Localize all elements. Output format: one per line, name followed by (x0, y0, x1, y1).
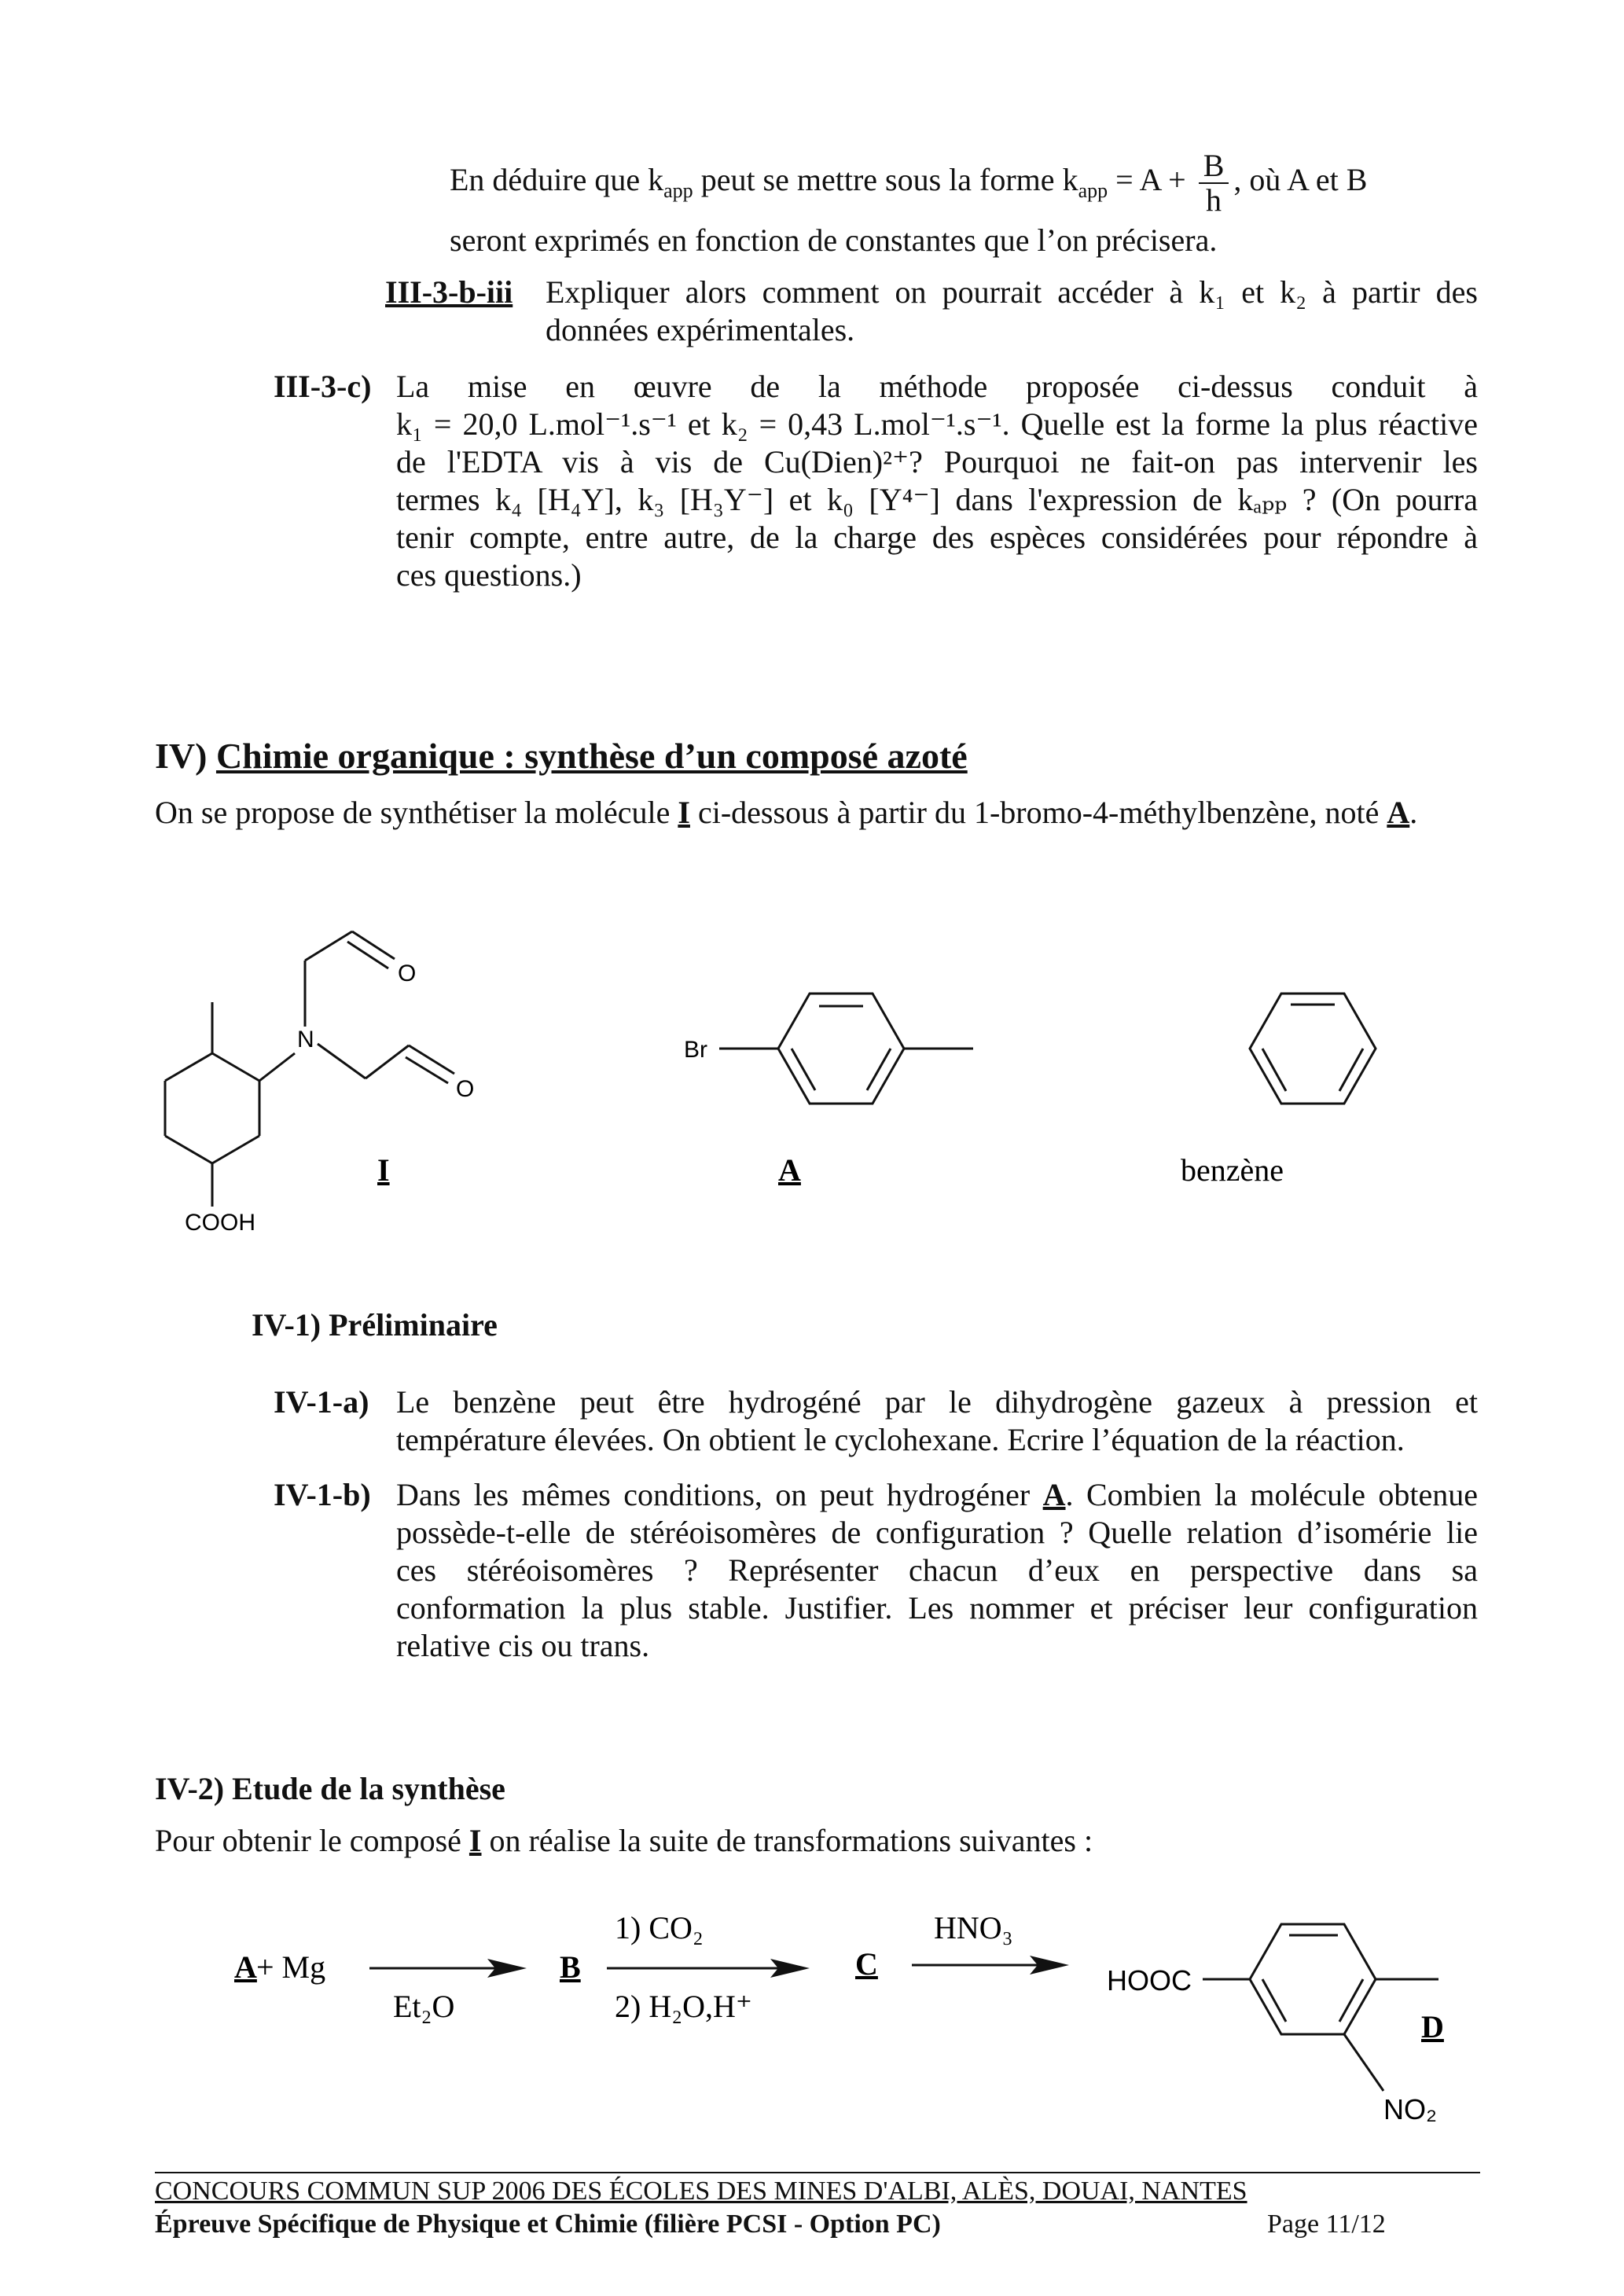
iv2-heading: IV-2) Etude de la synthèse (155, 1771, 505, 1806)
cooh-group: COOH (185, 1210, 255, 1236)
reaction-scheme (220, 1886, 1494, 2146)
scheme-B: B (560, 1949, 581, 1985)
benzene-structure (1163, 967, 1399, 1203)
q3c-line5: tenir compte, entre autre, de la charge des espèces considérées pour répondre à (396, 520, 1478, 555)
q3c-line1: La mise en œuvre de la méthode proposée ci-dessus conduit à (396, 369, 1478, 404)
footer-line1: CONCOURS COMMUN SUP 2006 DES ÉCOLES DES MINES D'ALBI, ALÈS, DOUAI, NANTES (155, 2177, 1247, 2206)
scheme-step1: 1) CO₂ (615, 1910, 704, 1945)
q3c-line4: termes k₄ [H₄Y], k₃ [H₃Y⁻] et k₀ [Y⁴⁻] dans l'expression de kₐₚₚ ? (On pourra (396, 482, 1478, 517)
molecule-A-structure (676, 967, 1006, 1203)
iv1a-line1: Le benzène peut être hydrogéné par le dihydrogène gazeux à pression et (396, 1384, 1478, 1420)
bromine-atom: Br (684, 1037, 707, 1063)
footer-line2: Épreuve Spécifique de Physique et Chimie (filière PCSI - Option PC) (155, 2210, 941, 2239)
iv1a-line2: température élevées. On obtient le cyclohexane. Ecrire l’équation de la réaction. (396, 1422, 1405, 1457)
iv1a-label: IV-1-a) (274, 1384, 369, 1420)
scheme-C: C (855, 1946, 878, 1982)
footer-rule (155, 2172, 1480, 2173)
q3biii-line2: données expérimentales. (546, 312, 855, 347)
iv1b-label: IV-1-b) (274, 1477, 371, 1512)
molecule-I-structure (141, 896, 550, 1242)
scheme-A: A (234, 1949, 257, 1985)
oxygen-atom-2: O (456, 1076, 475, 1102)
scheme-et2o: Et₂O (393, 1989, 455, 2024)
scheme-hooc: HOOC (1107, 1964, 1192, 1997)
q3c-line6: ces questions.) (396, 557, 582, 593)
iv1-heading: IV-1) Préliminaire (252, 1307, 498, 1343)
nitrogen-atom: N (297, 1027, 314, 1052)
q3c-label: III-3-c) (274, 369, 372, 404)
q3c-line2: k₁ = 20,0 L.mol⁻¹.s⁻¹ et k₂ = 0,43 L.mol⁻¹.s⁻¹. Quelle est la forme la plus réactive (396, 406, 1478, 442)
section-intro: On se propose de synthétiser la molécule I ci-dessous à partir du 1-bromo-4-méthylbenzène, noté A. (155, 795, 1418, 830)
formula-line: En déduire que $k_{app}$ peut se mettre sous la forme $k_{app} = A$ + $\frac{B}{h}$ , où A et B (450, 148, 1368, 218)
formula-line-2: seront exprimés en fonction de constantes que l’on précisera. (450, 222, 1218, 258)
scheme-no2: NO₂ (1383, 2093, 1437, 2125)
scheme-hno3: HNO₃ (934, 1910, 1013, 1945)
q3biii-label: III-3-b-iii (385, 274, 513, 310)
iv1b-line4: conformation la plus stable. Justifier. Les nommer et préciser leur configuration (396, 1590, 1478, 1626)
scheme-D: D (1421, 2009, 1444, 2044)
oxygen-atom-1: O (398, 961, 417, 986)
molecule-I-label: I (377, 1152, 390, 1188)
scheme-plus-mg: + Mg (256, 1949, 326, 1985)
q3c-line3: de l'EDTA vis à vis de Cu(Dien)²⁺? Pourquoi ne fait-on pas intervenir les (396, 444, 1478, 479)
footer-page-number: Page 11/12 (1267, 2210, 1386, 2239)
iv2-intro: Pour obtenir le composé I on réalise la suite de transformations suivantes : (155, 1823, 1093, 1858)
molecule-A-label: A (778, 1152, 801, 1188)
fraction: $\frac{B}{h}$ (1199, 149, 1229, 217)
iv1b-line1: Dans les mêmes conditions, on peut hydrogéner A. Combien la molécule obtenue (396, 1477, 1479, 1512)
benzene-label: benzène (1181, 1152, 1284, 1188)
iv1b-line3: ces stéréoisomères ? Représenter chacun d’eux en perspective dans sa (396, 1552, 1478, 1588)
q3biii-line1: Expliquer alors comment on pourrait accéder à k₁ et k₂ à partir des (546, 274, 1478, 310)
iv1b-line2: possède-t-elle de stéréoisomères de configuration ? Quelle relation d’isomérie lie (396, 1515, 1478, 1550)
kapp-formula: $k_{app} = A$ + $\frac{B}{h}$ (1063, 162, 1234, 197)
scheme-step2: 2) H₂O,H⁺ (615, 1989, 753, 2024)
iv1b-line5: relative cis ou trans. (396, 1628, 650, 1663)
section-title: IV) Chimie organique : synthèse d’un composé azoté (155, 736, 968, 776)
